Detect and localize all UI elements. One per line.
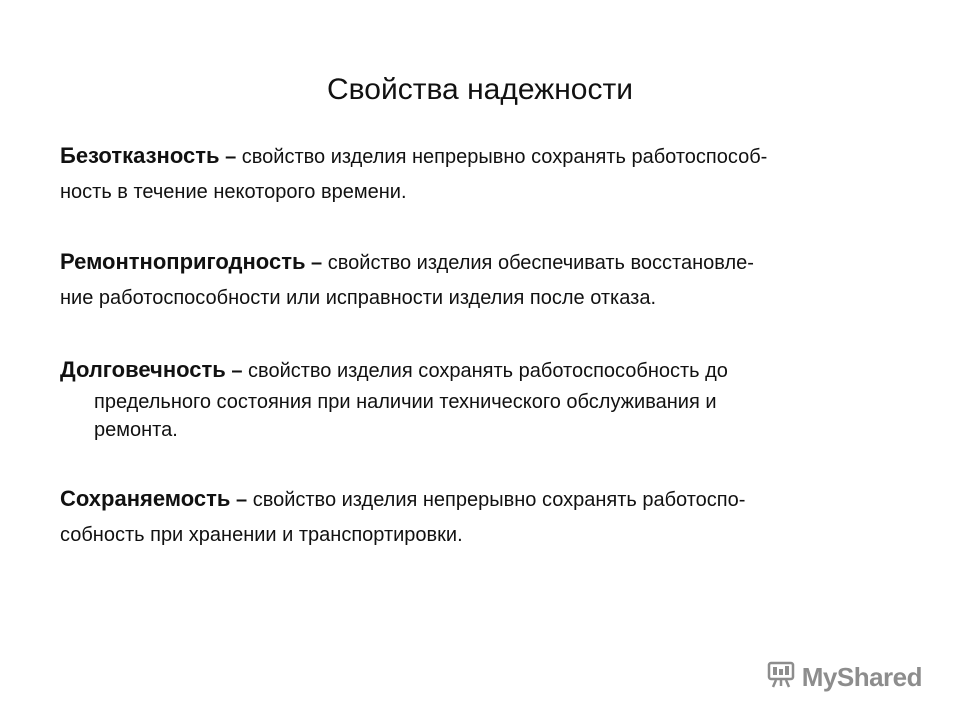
definition-maintainability [60,244,910,316]
definition-durability [60,352,910,444]
definition-dash: – [219,146,242,168]
definition-term: Долговечность [60,357,226,382]
definition-line: предельного состояния при наличии технического обслуживания и [94,391,717,413]
definition-dash: – [305,252,328,274]
definition-dash: – [225,360,249,382]
definition-line: ность в течение некоторого времени. [60,181,407,203]
slide-title: Свойства надежности [327,73,633,106]
presentation-board-icon [766,659,796,694]
definition-line [60,138,910,174]
definition-term: Сохраняемость [60,486,231,511]
definition-text: свойство изделия непрерывно сохранять работоспо- [252,489,746,511]
definition-text: свойство изделия непрерывно сохранять работоспособ- [241,146,768,168]
definition-line [60,244,910,280]
definition-reliability [60,138,910,210]
watermark-text: MyShared [801,661,922,692]
watermark [766,659,922,694]
definition-dash: – [230,489,253,511]
definition-term: Безотказность [60,143,220,168]
definition-text: свойство изделия обеспечивать восстановле- [327,252,754,274]
definition-line: ремонта. [94,419,178,441]
definition-storability [60,481,910,553]
definition-line: собность при хранении и транспортировки. [60,524,463,546]
definition-line [60,481,910,517]
definition-term: Ремонтнопригодность [60,249,306,274]
definition-line [60,352,910,388]
definition-text: свойство изделия сохранять работоспособность до [248,360,728,382]
definition-line: ние работоспособности или исправности изделия после отказа. [60,287,656,309]
